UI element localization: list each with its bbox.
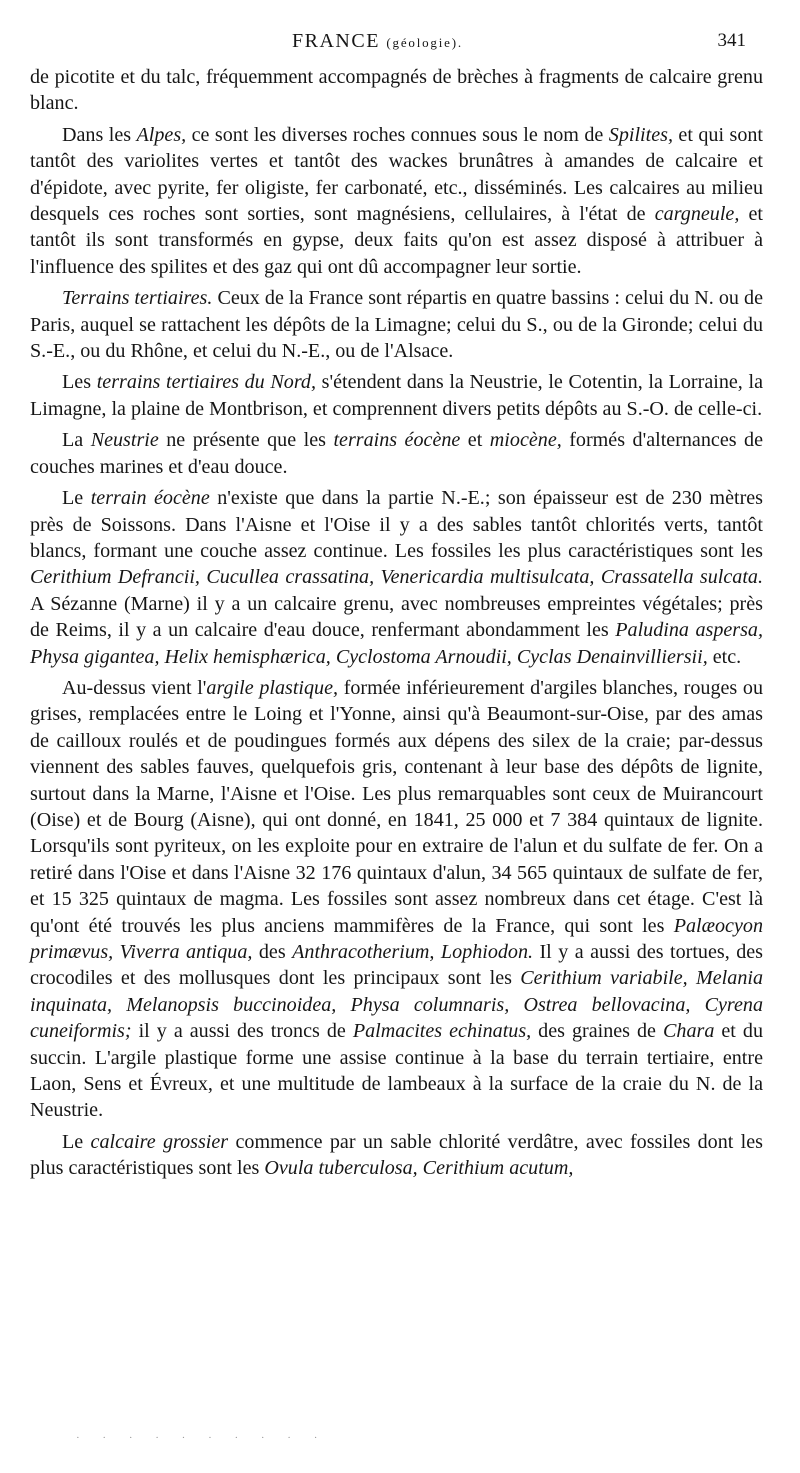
text-run: La <box>62 429 91 452</box>
text-run: formés d'alternances de couches marines et d'eau douce. <box>30 429 764 478</box>
body-paragraph <box>30 675 763 1124</box>
text-run: Il y a aussi des tortues, des crocodiles et des mollusques dont les principaux sont les <box>30 941 763 990</box>
italic-run: cargneule, <box>654 203 740 226</box>
text-run: et qui sont tantôt des variolites vertes et tantôt des wackes brunâtres à amandes de calcaire et d'épidote, avec pyrite, fer oligiste, fer carbonaté, etc., disséminés. Les calcaires au milieu desquels ces roches sont sorties, sont magnésiens, cellulaires, à l'état de <box>30 123 763 226</box>
italic-run: Palmacites echinatus, <box>352 1020 532 1043</box>
italic-run: terrain éocène <box>90 487 210 510</box>
italic-run: argile plastique, <box>206 676 339 699</box>
bottom-margin-specks: · · · · · · · · · · <box>76 1432 328 1444</box>
body-paragraph <box>30 485 763 670</box>
text-run: et tantôt ils sont transformés en gypse, deux faits qu'on est assez disposé à attribuer à l'influence des spilites et des gaz qui ont dû accompagner leur sortie. <box>30 203 763 278</box>
italic-run: terrains éocène <box>333 429 461 452</box>
italic-run: Spilites, <box>608 123 673 146</box>
text-run: Le <box>62 487 91 510</box>
italic-run: Anthracotherium, Lophiodon. <box>292 941 534 963</box>
text-run: ne présente que les <box>158 429 334 452</box>
running-title <box>292 30 463 53</box>
text-run: il y a aussi des troncs de <box>131 1020 353 1043</box>
body-paragraph <box>30 285 763 364</box>
italic-run: Neustrie <box>90 429 159 452</box>
text-run: commence par un sable chlorité verdâtre, avec fossiles dont les plus caractéristiques sont les <box>30 1130 764 1180</box>
text-run: ce sont les diverses roches connues sous le nom de <box>186 123 609 146</box>
italic-run: Palæocyon primævus, Viverra antiqua, <box>30 914 763 963</box>
italic-run: Alpes, <box>136 123 187 146</box>
text-run: etc. <box>707 645 742 668</box>
text-run: formée inférieurement d'argiles blanches, rouges ou grises, remplacées entre le Loing et l'Yonne, ainsi qu'à Beaumont-sur-Oise, par des amas de cailloux roulés et de poudingues formés aux dépens des silex de la craie; par-dessus viennent des sables fauves, quelquefois gris, contenant à leur base des dépôts de lignite, surtout dans la Marne, l'Aisne et l'Oise. Les plus remarquables sont ceux de Muirancourt (Oise) et de Bourg (Aisne), qui ont donné, en 1841, 25 000 et 7 384 quintaux de lignite. Lorsqu'ils sont pyriteux, on les exploite pour en extraire de l'alun et du sulfate de fer. On a retiré dans l'Oise et dans l'Aisne 32 176 quintaux d'alun, 34 565 quintaux de sulfate de fer, et 15 325 quintaux de magma. Les fossiles sont assez nombreux dans cet étage. C'est là qu'ont été trouvés les plus anciens mammifères de la France, qui sont les <box>30 676 763 937</box>
text-run: s'étendent dans la Neustrie, le Cotentin, la Lorraine, la Limagne, la plaine de Montbrison, et comprennent divers petits dépôts au S.-O. de celle-ci. <box>30 371 763 420</box>
text-run: n'existe que dans la partie N.-E.; son épaisseur est de 230 mètres près de Soissons. Dans l'Aisne et l'Oise il y a des sables tantôt chlorités verts, tantôt blancs, formant une couche assez continue. Les fossiles les plus caractéristiques sont les <box>30 487 763 562</box>
italic-run: terrains tertiaires du Nord, <box>96 371 316 394</box>
body-text <box>30 64 763 1187</box>
text-run: des <box>252 941 293 963</box>
running-head <box>0 30 800 58</box>
italic-run: Paludina aspersa, Physa gigantea, Helix hemisphærica, Cyclostoma Arnoudii, Cyclas Denainvilliersii, <box>30 619 763 668</box>
body-paragraph <box>30 427 763 480</box>
italic-run: Cerithium Defrancii, Cucullea crassatina, Venericardia multisulcata, Crassatella sulcata. <box>30 566 763 589</box>
italic-run: Ovula tuberculosa, Cerithium acutum, <box>264 1157 574 1180</box>
running-title-main: FRANCE <box>292 30 380 52</box>
text-run: et du succin. L'argile plastique forme une assise continue à la base du terrain tertiaire, entre Laon, Sens et Évreux, et une multitude de lambeaux à la surface de la craie du N. de la Neustrie. <box>30 1020 763 1122</box>
text-run: Au-dessus vient l' <box>62 676 207 699</box>
italic-run: Cerithium variabile, Melania inquinata, Melanopsis buccinoidea, Physa columnaris, Ostrea bellovacina, Cyrena cuneiformis; <box>30 967 763 1043</box>
text-run: des graines de <box>531 1020 663 1043</box>
text-run: Les <box>62 371 97 394</box>
body-paragraph <box>30 369 763 422</box>
text-run: Le <box>62 1130 91 1153</box>
italic-run: Terrains tertiaires. <box>62 287 213 310</box>
text-run: Ceux de la France sont répartis en quatre bassins : celui du N. ou de Paris, auquel se rattachent les dépôts de la Limagne; celui du S., ou de la Gironde; celui du S.-E., ou du Rhône, et celui du N.-E., ou de l'Alsace. <box>30 287 763 363</box>
italic-run: calcaire grossier <box>90 1130 229 1153</box>
text-run: A Sézanne (Marne) il y a un calcaire grenu, avec nombreuses empreintes végétales; près de Reims, il y a un calcaire d'eau douce, renfermant abondamment les <box>30 592 763 642</box>
running-title-subject: (géologie). <box>386 35 463 50</box>
text-run: de picotite et du talc, fréquemment accompagnés de brèches à fragments de calcaire grenu blanc. <box>30 66 763 115</box>
italic-run: miocène, <box>489 429 562 452</box>
text-run: et <box>460 429 490 452</box>
body-paragraph <box>30 64 763 117</box>
body-paragraph <box>30 1129 763 1182</box>
text-run: Dans les <box>62 123 137 146</box>
page-number: 341 <box>717 30 746 51</box>
body-paragraph <box>30 122 763 280</box>
italic-run: Chara <box>663 1020 715 1043</box>
